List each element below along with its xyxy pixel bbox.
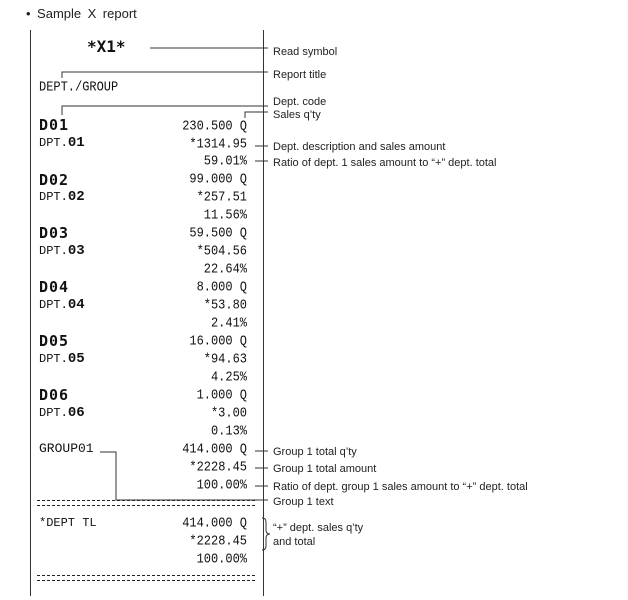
dept-ratio: 4.25%	[210, 368, 247, 385]
annotation-read-symbol: Read symbol	[273, 46, 338, 58]
annotation-group-qty: Group 1 total q’ty	[273, 446, 357, 458]
dept-ratio: 2.41%	[210, 314, 247, 331]
dept-amount: *1314.95	[189, 135, 247, 152]
group-qty: 414.000 Q	[182, 440, 247, 457]
dept-ratio: 59.01%	[203, 152, 247, 169]
dept-code: D04	[39, 278, 70, 296]
dept-description: DPT.05	[39, 351, 85, 367]
dept-total-label: *DEPT TL	[39, 516, 97, 530]
dept-description: DPT.04	[39, 297, 85, 313]
dept-amount: *257.51	[196, 188, 247, 205]
dept-amount: *94.63	[203, 350, 247, 367]
annotation-sales-qty: Sales q’ty	[273, 109, 321, 121]
annotation-group-ratio: Ratio of dept. group 1 sales amount to “+” dept. total	[273, 481, 528, 493]
dept-amount: *504.56	[196, 242, 247, 259]
annotation-plus-total: “+” dept. sales q’ty	[273, 522, 364, 534]
annotation-dept-code: Dept. code	[273, 96, 327, 108]
dept-ratio: 11.56%	[203, 206, 247, 223]
dept-amount: *3.00	[210, 404, 247, 421]
annotation-group-text: Group 1 text	[273, 496, 334, 508]
dept-amount: *53.80	[203, 296, 247, 313]
dept-code: D02	[39, 171, 70, 189]
annotation-group-amount: Group 1 total amount	[273, 463, 377, 475]
dept-description: DPT.02	[39, 189, 85, 205]
dept-total-ratio: 100.00%	[196, 550, 247, 567]
dept-description: DPT.03	[39, 243, 85, 259]
annotation-dept-description: Dept. description and sales amount	[273, 141, 446, 153]
read-symbol: *X1*	[87, 37, 126, 56]
page-heading: • Sample X report	[26, 6, 137, 21]
dept-total-qty: 414.000 Q	[182, 514, 247, 531]
dept-qty: 8.000 Q	[196, 278, 247, 295]
dept-ratio: 22.64%	[203, 260, 247, 277]
dept-qty: 230.500 Q	[182, 117, 247, 134]
dept-qty: 59.500 Q	[189, 224, 247, 241]
dept-code: D01	[39, 116, 70, 134]
dept-description: DPT.01	[39, 135, 85, 151]
annotation-ratio-dept: Ratio of dept. 1 sales amount to “+” dept. total	[273, 157, 497, 169]
dept-description: DPT.06	[39, 405, 85, 421]
dept-ratio: 0.13%	[210, 422, 247, 439]
dept-qty: 1.000 Q	[196, 386, 247, 403]
group-ratio: 100.00%	[196, 476, 247, 493]
dept-qty: 99.000 Q	[189, 170, 247, 187]
dept-code: D05	[39, 332, 70, 350]
dept-total-amount: *2228.45	[189, 532, 247, 549]
report-title: DEPT./GROUP	[39, 78, 119, 95]
group-amount: *2228.45	[189, 458, 247, 475]
dept-code: D06	[39, 386, 70, 404]
annotation-plus-total-2: and total	[273, 536, 316, 548]
dept-code: D03	[39, 224, 70, 242]
dept-qty: 16.000 Q	[189, 332, 247, 349]
annotation-report-title: Report title	[273, 69, 327, 81]
group-text: GROUP01	[39, 441, 94, 456]
